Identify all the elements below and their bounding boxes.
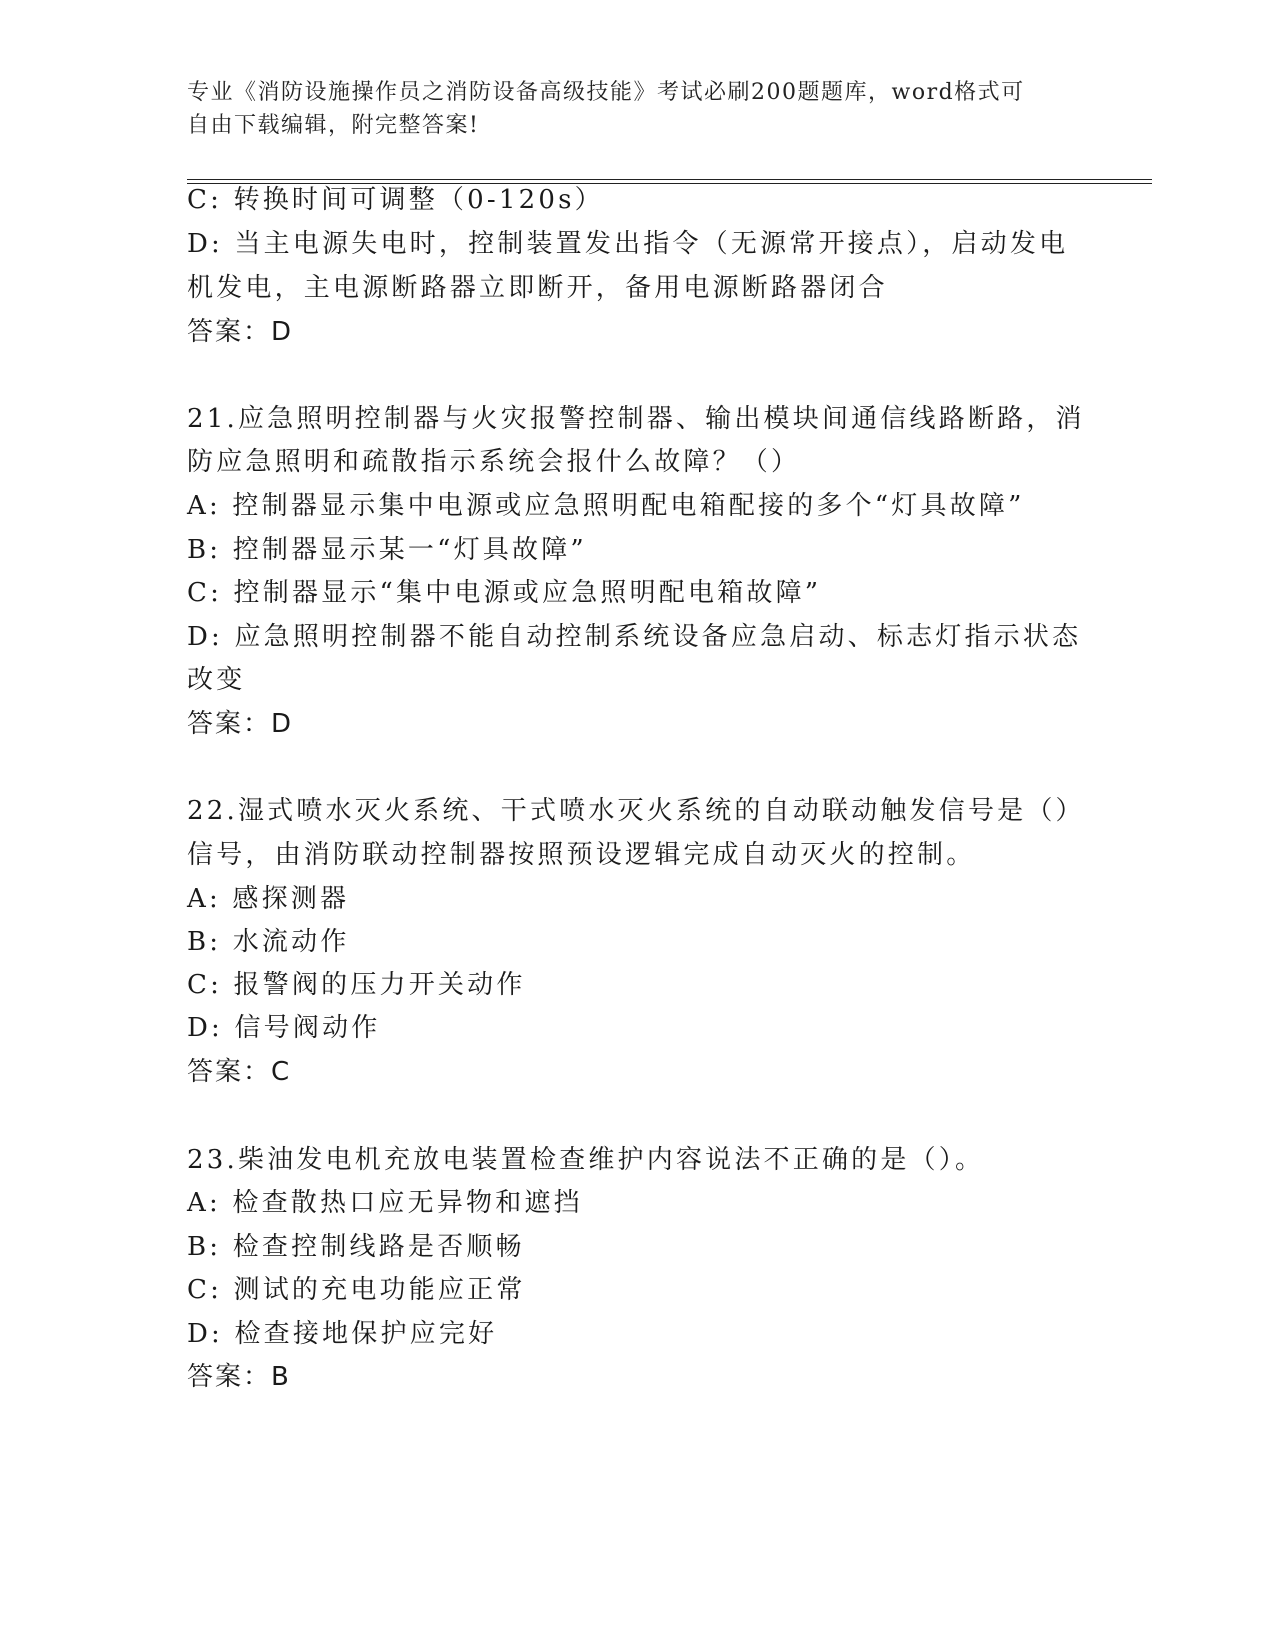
q23-option-a: A: 检查散热口应无异物和遮挡 [187,1188,583,1218]
q21-stem-line-2: 防应急照明和疏散指示系统会报什么故障？（） [187,447,801,477]
q23-option-b: B: 检查控制线路是否顺畅 [187,1232,525,1262]
q22-option-b: B: 水流动作 [187,927,350,957]
q22-option-c: C: 报警阀的压力开关动作 [187,970,526,1000]
q23-answer: 答案：B [187,1362,291,1392]
prev-option-d-line-2: 机发电，主电源断路器立即断开，备用电源断路器闭合 [187,273,888,303]
q22-option-d: D: 信号阀动作 [187,1013,381,1043]
q23-stem-line-1: 23.柴油发电机充放电装置检查维护内容说法不正确的是（）。 [187,1145,985,1175]
q22-stem-line-2: 信号，由消防联动控制器按照预设逻辑完成自动灭火的控制。 [187,840,976,870]
q21-stem-line-1: 21.应急照明控制器与火灾报警控制器、输出模块间通信线路断路，消 [187,404,1085,434]
q21-option-d-line-2: 改变 [187,665,246,695]
prev-option-d-line-1: D: 当主电源失电时，控制装置发出指令（无源常开接点），启动发电 [187,229,1069,259]
q23-option-c: C: 测试的充电功能应正常 [187,1275,526,1305]
q23-option-d: D: 检查接地保护应完好 [187,1319,498,1349]
q21-answer: 答案：D [187,709,294,739]
document-header [187,76,1087,142]
q21-option-c: C: 控制器显示“集中电源或应急照明配电箱故障” [187,578,822,608]
q21-option-a: A: 控制器显示集中电源或应急照明配电箱配接的多个“灯具故障” [187,491,1025,521]
q21-option-d-line-1: D: 应急照明控制器不能自动控制系统设备应急启动、标志灯指示状态 [187,622,1082,652]
q21-option-b: B: 控制器显示某一“灯具故障” [187,535,587,565]
prev-option-c: C: 转换时间可调整（0-120s） [187,185,604,215]
q22-stem-line-1: 22.湿式喷水灭火系统、干式喷水灭火系统的自动联动触发信号是（） [187,796,1085,826]
q22-answer: 答案：C [187,1057,292,1087]
prev-answer: 答案：D [187,317,294,347]
q22-option-a: A: 感探测器 [187,884,350,914]
header-line-1: 专业《消防设施操作员之消防设备高级技能》考试必刷200题题库，word格式可 [187,80,1025,105]
header-line-2: 自由下载编辑，附完整答案! [187,113,480,138]
